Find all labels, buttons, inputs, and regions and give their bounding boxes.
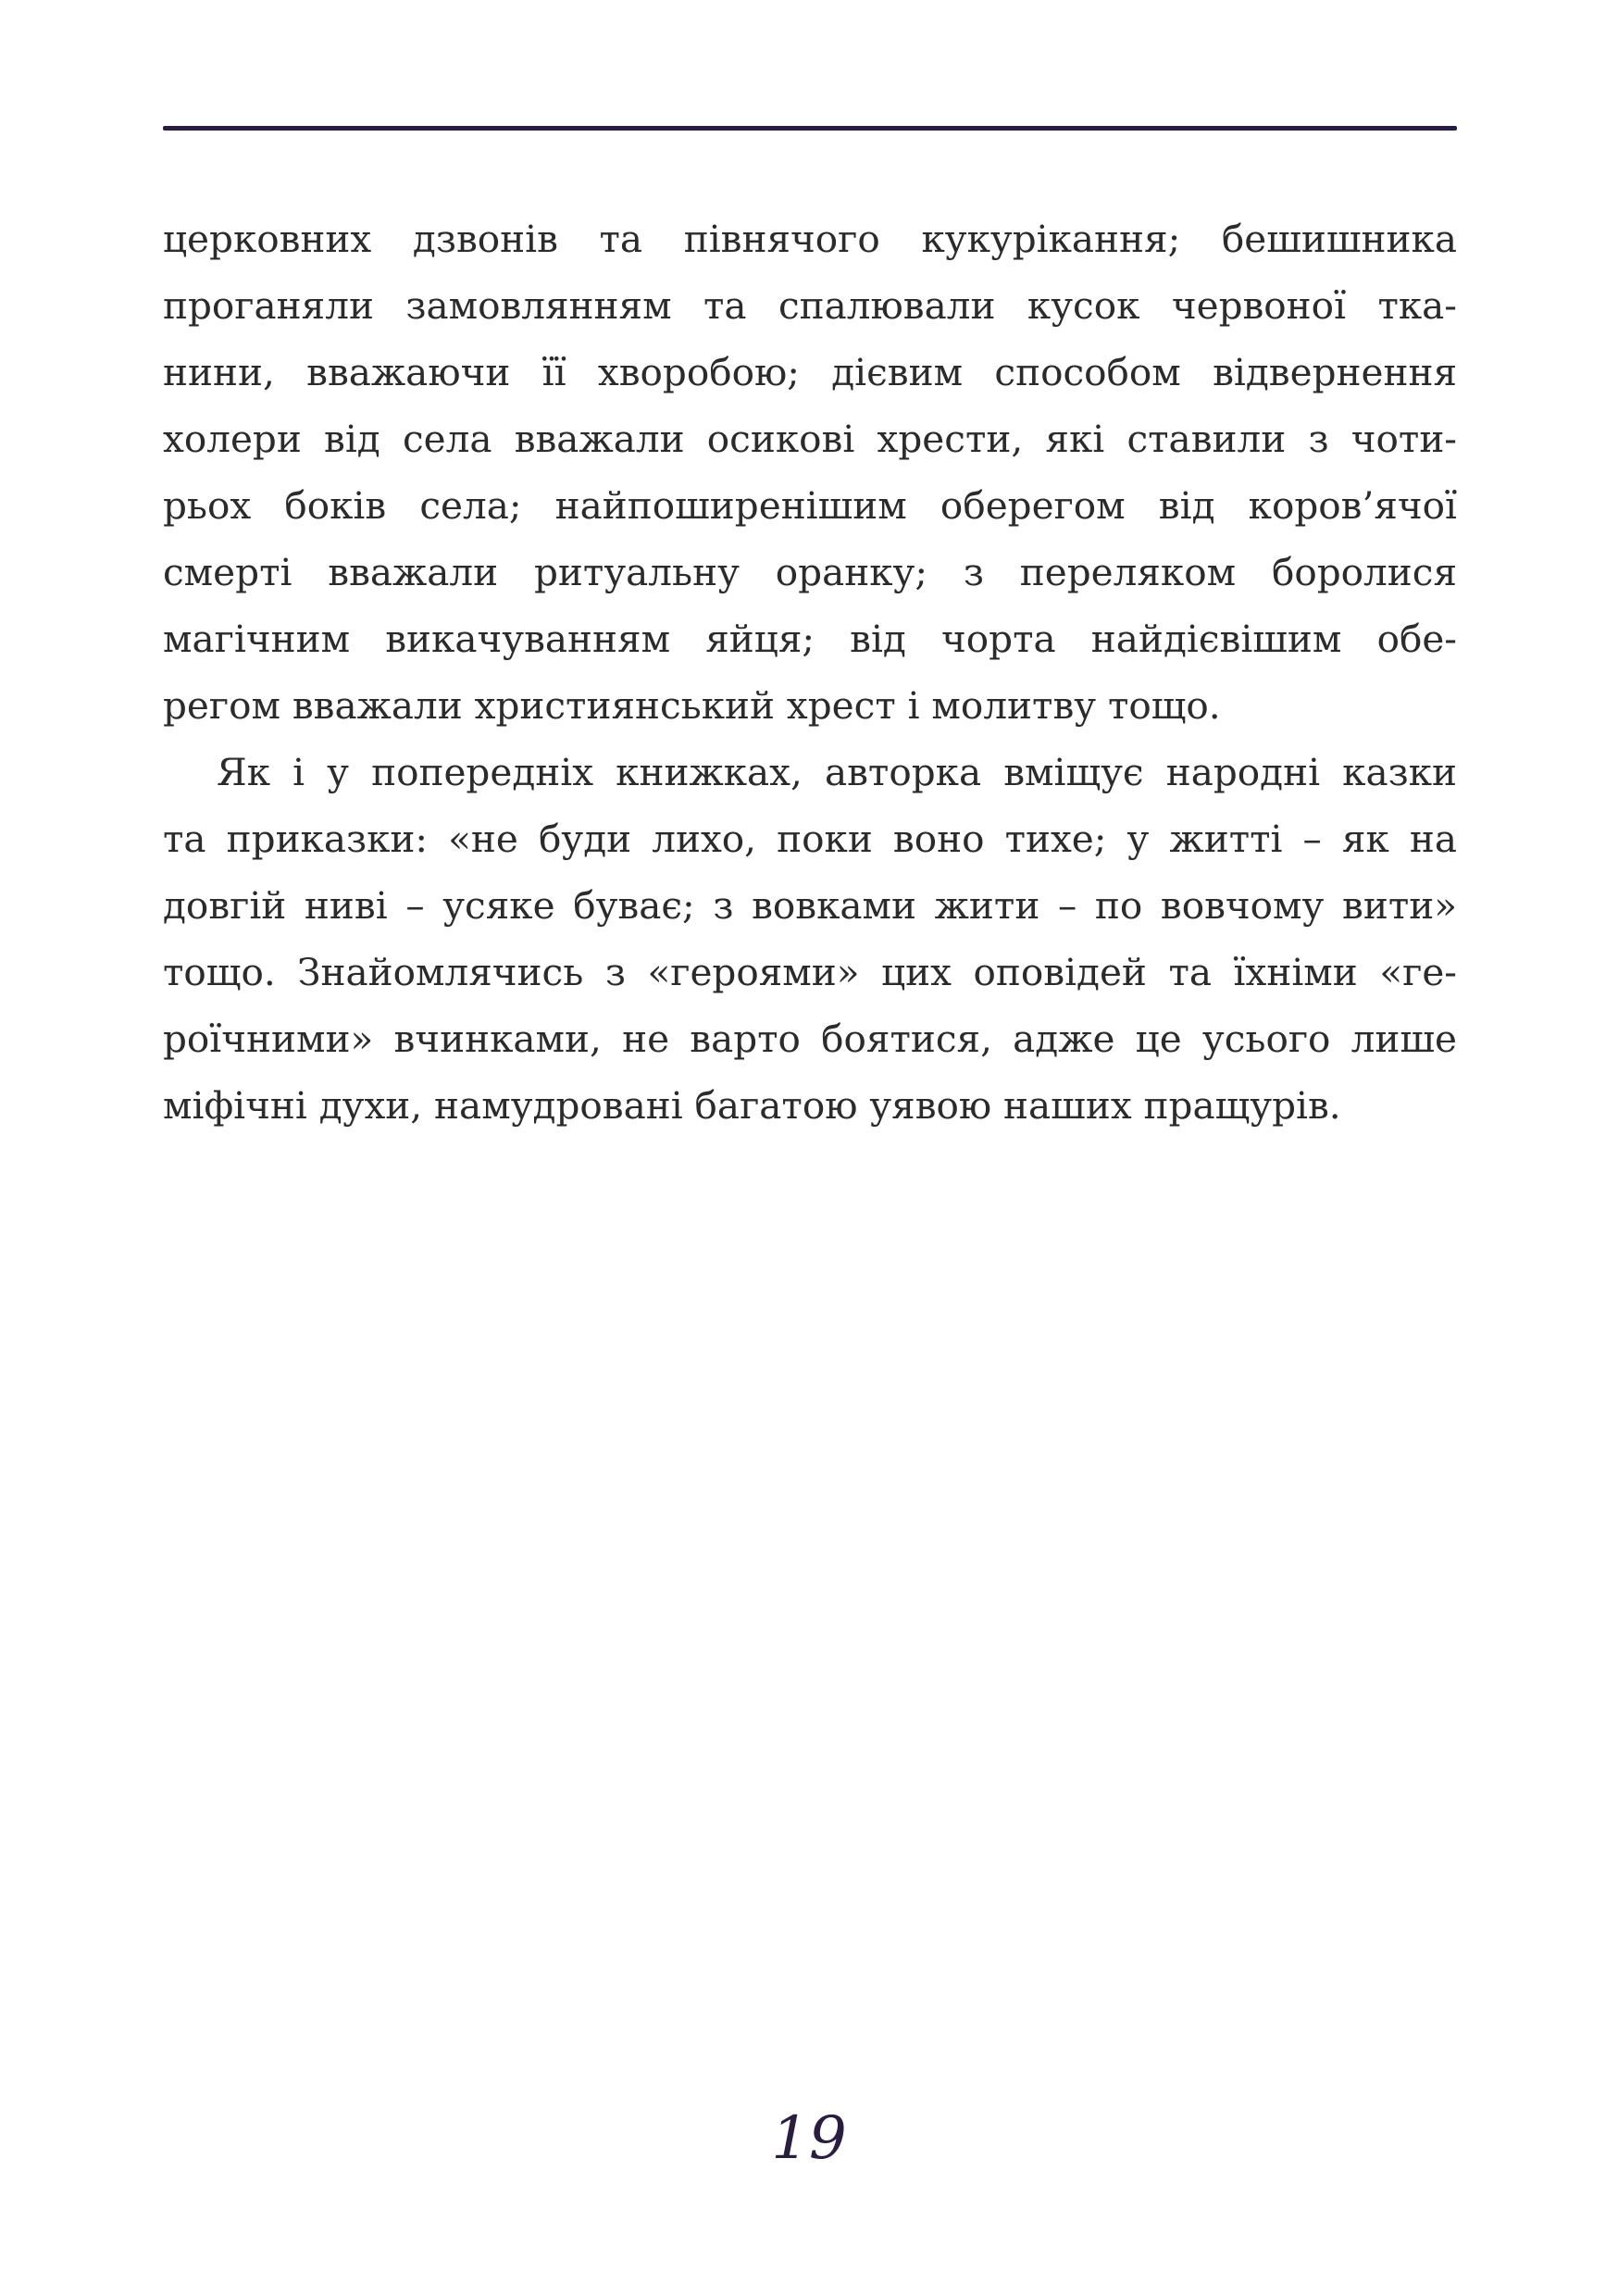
text-line: холери від села вважали осикові хрести, які ставили з чоти-	[163, 417, 1457, 461]
header-rule	[163, 126, 1457, 131]
text-line: рьох боків села; найпоширенішим оберегом від коров’ячої	[163, 483, 1457, 528]
text-line: міфічні духи, намудровані багатою уявою наших пращурів.	[163, 1083, 1341, 1128]
text-line: смерті вважали ритуальну оранку; з переляком боролися	[163, 550, 1457, 594]
text-line: довгій ниві – усяке буває; з вовками жити – по вовчому вити»	[163, 883, 1457, 928]
text-line: нини, вважаючи її хворобою; дієвим способом відвернення	[163, 350, 1457, 394]
text-line: Як і у попередніх книжках, авторка вміщує народні казки	[217, 750, 1457, 794]
text-line: та приказки: «не буди лихо, поки воно тихе; у житті – як на	[163, 817, 1457, 861]
body-text	[163, 206, 1457, 1139]
text-line: проганяли замовлянням та спалювали кусок червоної тка-	[163, 283, 1457, 328]
page-number: 19	[771, 2104, 847, 2173]
text-line: магічним викачуванням яйця; від чорта найдієвішим обе-	[163, 617, 1457, 661]
text-line: тощо. Знайомлячись з «героями» цих оповідей та їхніми «ге-	[163, 950, 1457, 994]
paragraph	[163, 739, 1457, 1139]
paragraph	[163, 206, 1457, 739]
text-line: регом вважали християнський хрест і молитву тощо.	[163, 683, 1221, 728]
text-line: церковних дзвонів та півнячого кукурікання; бешишника	[163, 217, 1457, 261]
text-line: роїчними» вчинками, не варто боятися, адже це усього лише	[163, 1017, 1457, 1061]
